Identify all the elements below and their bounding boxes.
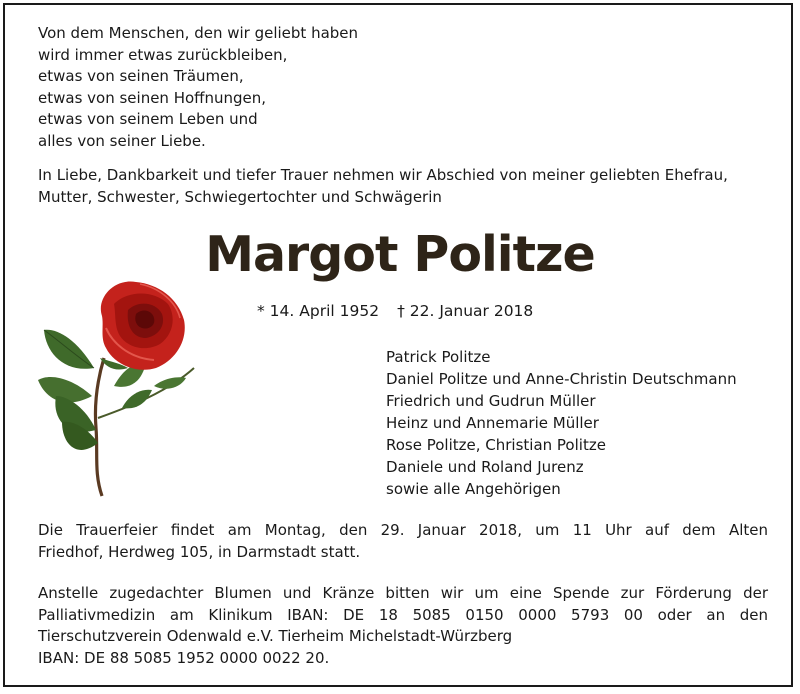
mourner: sowie alle Angehörigen — [386, 480, 561, 498]
donation-info — [38, 583, 768, 669]
rose-stem — [95, 358, 104, 496]
poem-line: Von dem Menschen, den wir geliebt haben — [38, 24, 359, 42]
ceremony-line: Die Trauerfeier findet am Montag, den 29. Januar 2018, um 11 Uhr auf dem Alten — [38, 521, 768, 539]
poem-line: etwas von seinem Leben und — [38, 110, 258, 129]
death-date: † 22. Januar 2018 — [397, 302, 534, 320]
poem — [38, 23, 358, 153]
deceased-name: Margot Politze — [205, 226, 595, 283]
mourner: Patrick Politze — [386, 348, 491, 366]
leaf — [154, 377, 186, 389]
intro-line: Mutter, Schwester, Schwiegertochter und Schwägerin — [38, 187, 442, 206]
donation-line: Anstelle zugedachter Blumen und Kränze bitten wir um eine Spende zur Förderung der — [38, 584, 768, 602]
donation-line: Tierschutzverein Odenwald e.V. Tierheim Michelstadt-Würzberg — [38, 627, 513, 645]
poem-line: etwas von seinen Hoffnungen, — [38, 88, 267, 107]
intro-line: In Liebe, Dankbarkeit und tiefer Trauer nehmen wir Abschied von meiner geliebten Ehefrau, — [38, 166, 728, 184]
intro-text — [38, 165, 728, 208]
ceremony-info — [38, 520, 768, 563]
mourner: Friedrich und Gudrun Müller — [386, 392, 596, 410]
life-dates — [257, 301, 533, 323]
mourner: Heinz und Annemarie Müller — [386, 414, 599, 432]
ceremony-line: Friedhof, Herdweg 105, in Darmstadt statt. — [38, 542, 361, 561]
mourner: Rose Politze, Christian Politze — [386, 436, 606, 454]
donation-line: Palliativmedizin am Klinikum IBAN: DE 18 5085 0150 0000 5793 00 oder an den — [38, 605, 768, 624]
poem-line: etwas von seinen Träumen, — [38, 67, 244, 86]
donation-line: IBAN: DE 88 5085 1952 0000 0022 20. — [38, 648, 330, 667]
mourners-list — [386, 346, 737, 500]
poem-line: wird immer etwas zurückbleiben, — [38, 45, 288, 64]
mourner: Daniele und Roland Jurenz — [386, 458, 584, 476]
rose-icon — [36, 268, 206, 500]
leaf — [122, 390, 152, 409]
mourner: Daniel Politze und Anne-Christin Deutschmann — [386, 370, 737, 388]
poem-line: alles von seiner Liebe. — [38, 131, 206, 150]
birth-date: * 14. April 1952 — [257, 302, 380, 320]
